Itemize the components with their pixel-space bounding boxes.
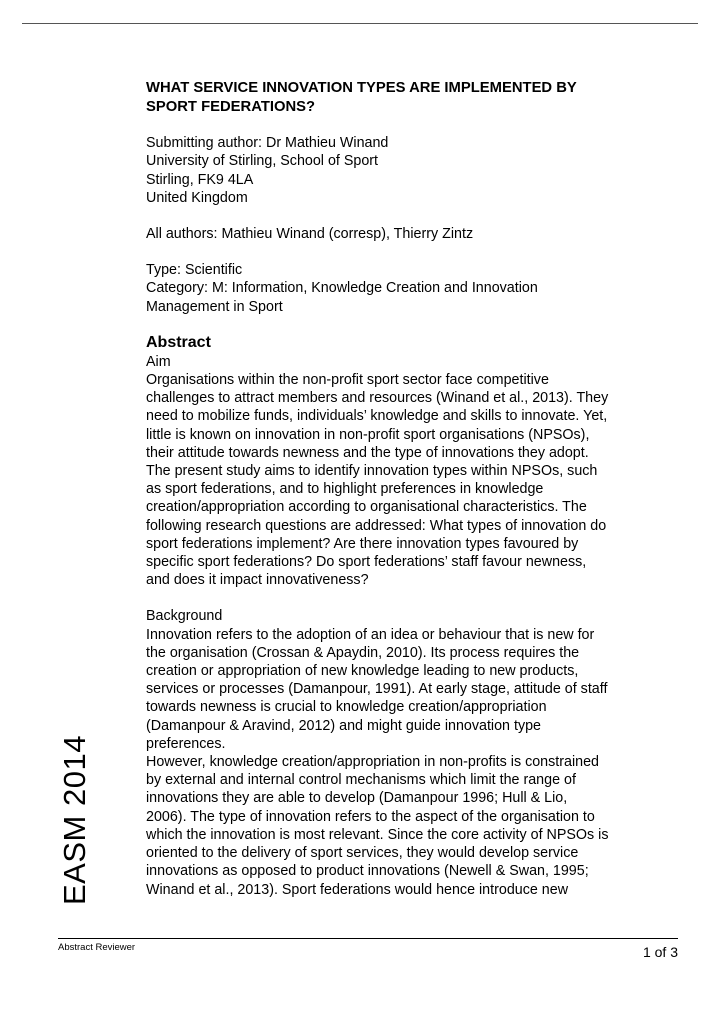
category-line: Category: M: Information, Knowledge Creation and Innovation [146, 280, 538, 297]
conference-side-label: EASM 2014 [57, 735, 92, 905]
top-rule [22, 23, 698, 24]
text-line: by external and internal control mechanisms which limit the range of [146, 772, 576, 789]
background-section [146, 607, 674, 898]
author-block [146, 134, 674, 207]
title-line: WHAT SERVICE INNOVATION TYPES ARE IMPLEMENTED BY [146, 80, 577, 96]
text-line: innovations they are able to develop (Damanpour 1996; Hull & Lio, [146, 790, 568, 807]
text-line: Innovation refers to the adoption of an idea or behaviour that is new for [146, 626, 595, 643]
text-line: 2006). The type of innovation refers to the aspect of the organisation to [146, 808, 595, 825]
text-line: which the innovation is most relevant. Since the core activity of NPSOs is [146, 826, 609, 843]
text-line: little is known on innovation in non-profit sport organisations (NPSOs), [146, 426, 590, 443]
all-authors [146, 225, 674, 243]
text-line: their attitude towards newness and the type of innovations they adopt. [146, 444, 589, 461]
author-country: United Kingdom [146, 189, 248, 206]
author-city: Stirling, FK9 4LA [146, 171, 254, 188]
background-heading: Background [146, 608, 223, 625]
text-line: towards newness is crucial to knowledge creation/appropriation [146, 699, 547, 716]
text-line: Organisations within the non-profit sport sector face competitive [146, 372, 549, 389]
text-line: services or processes (Damanpour, 1991). At early stage, attitude of staff [146, 681, 608, 698]
text-line: need to mobilize funds, individuals’ knowledge and skills to innovate. Yet, [146, 408, 608, 425]
background-paragraph [146, 626, 674, 899]
aim-paragraph [146, 371, 674, 589]
paper-title [146, 79, 674, 116]
all-authors-line: All authors: Mathieu Winand (corresp), Thierry Zintz [146, 226, 474, 242]
text-line: following research questions are addressed: What types of innovation do [146, 517, 607, 534]
abstract-heading: Abstract [146, 333, 211, 351]
aim-heading: Aim [146, 353, 171, 370]
submitting-author: Submitting author: Dr Mathieu Winand [146, 135, 389, 152]
text-line: the organisation (Crossan & Apaydin, 2010). Its process requires the [146, 644, 580, 661]
aim-section [146, 353, 674, 590]
text-line: creation/appropriation according to organisational characteristics. The [146, 499, 587, 516]
text-line: preferences. [146, 735, 226, 752]
footer-reviewer-label: Abstract Reviewer [58, 942, 136, 953]
text-line: (Damanpour & Aravind, 2012) and might guide innovation type [146, 717, 542, 734]
page-number: 1 of 3 [642, 944, 678, 960]
text-line: and does it impact innovativeness? [146, 572, 369, 589]
author-institution: University of Stirling, School of Sport [146, 153, 379, 170]
category-line: Management in Sport [146, 298, 283, 315]
type-line: Type: Scientific [146, 262, 243, 279]
text-line: specific sport federations? Do sport federations’ staff favour newness, [146, 554, 587, 571]
text-line: However, knowledge creation/appropriation in non-profits is constrained [146, 754, 599, 771]
type-block [146, 261, 674, 316]
text-line: challenges to attract members and resources (Winand et al., 2013). They [146, 390, 609, 407]
text-line: sport federations implement? Are there innovation types favoured by [146, 535, 579, 552]
text-line: oriented to the delivery of sport services, they would develop service [146, 845, 579, 862]
title-line: SPORT FEDERATIONS? [146, 98, 316, 115]
text-line: Winand et al., 2013). Sport federations would hence introduce new [146, 881, 569, 898]
document-body [146, 79, 674, 899]
footer-rule [58, 938, 678, 939]
text-line: innovations as opposed to product innovations (Newell & Swan, 1995; [146, 863, 589, 880]
text-line: creation or appropriation of new knowledge leading to new products, [146, 663, 579, 680]
text-line: The present study aims to identify innovation types within NPSOs, such [146, 463, 598, 480]
text-line: as sport federations, and to highlight preferences in knowledge [146, 481, 544, 498]
